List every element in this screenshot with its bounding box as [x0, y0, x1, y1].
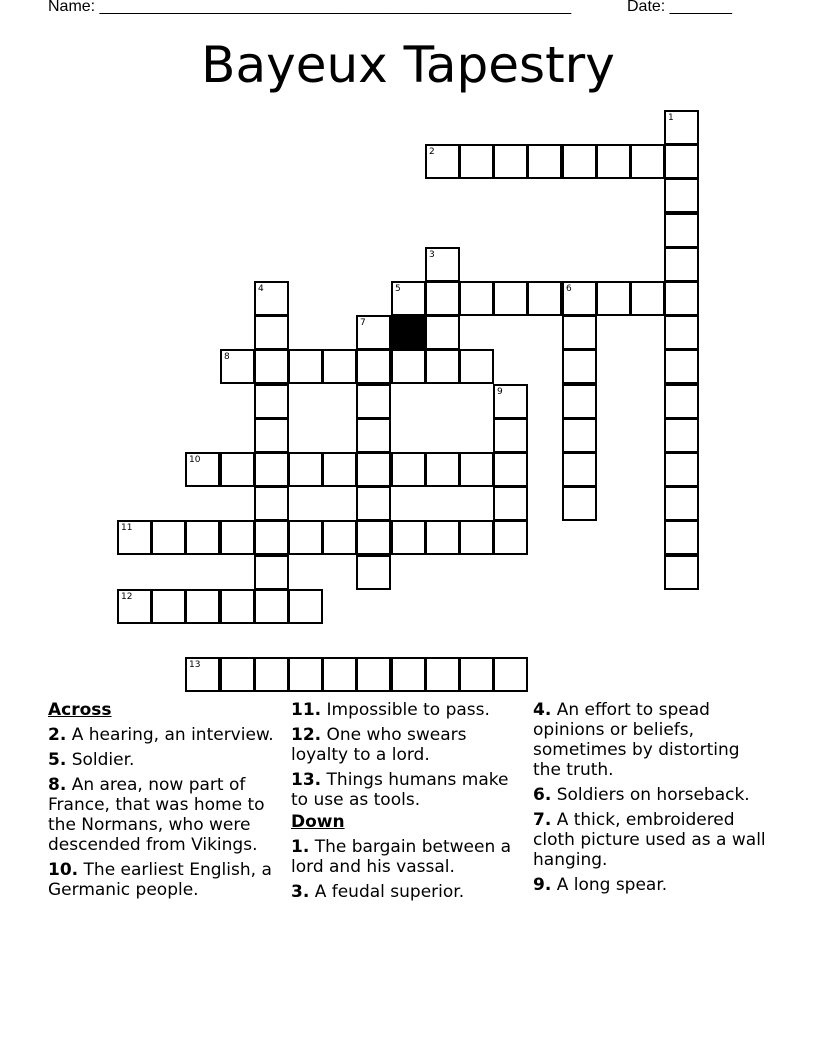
crossword-cell[interactable]	[664, 418, 699, 453]
crossword-cell[interactable]	[288, 452, 323, 487]
clue-number: 10.	[48, 860, 79, 880]
clue-text: The bargain between a lord and his vassal.	[291, 837, 512, 877]
crossword-cell[interactable]	[664, 247, 699, 282]
crossword-cell[interactable]	[185, 452, 220, 487]
crossword-cell[interactable]	[288, 589, 323, 624]
clue-across-8	[48, 775, 284, 855]
clue-text: Impossible to pass.	[321, 700, 490, 720]
clue-across-5	[48, 750, 284, 770]
crossword-cell[interactable]	[117, 520, 152, 555]
clue-text: An effort to spead opinions or beliefs, sometimes by distorting the truth.	[533, 700, 740, 780]
crossword-cell[interactable]	[425, 281, 460, 316]
cell-number: 13	[189, 660, 201, 670]
crossword-cell[interactable]	[356, 555, 391, 590]
crossword-cell[interactable]	[562, 315, 597, 350]
crossword-cell[interactable]	[356, 384, 391, 419]
crossword-cell[interactable]	[459, 452, 494, 487]
cell-number: 12	[121, 592, 133, 602]
crossword-cell[interactable]	[425, 520, 460, 555]
cell-number: 11	[121, 523, 133, 533]
clue-number: 7.	[533, 810, 552, 830]
crossword-cell[interactable]	[151, 520, 186, 555]
crossword-cell[interactable]	[254, 315, 289, 350]
crossword-cell[interactable]	[151, 589, 186, 624]
clue-down-7	[533, 810, 769, 870]
clue-text: A feudal superior.	[309, 882, 465, 902]
crossword-cell[interactable]	[562, 384, 597, 419]
crossword-cell[interactable]	[117, 589, 152, 624]
crossword-cell[interactable]	[493, 486, 528, 521]
crossword-cell[interactable]	[356, 657, 391, 692]
crossword-cell[interactable]	[254, 520, 289, 555]
clue-text: A long spear.	[551, 875, 668, 895]
crossword-cell[interactable]	[630, 281, 665, 316]
crossword-cell[interactable]	[425, 144, 460, 179]
crossword-cell[interactable]	[254, 418, 289, 453]
clue-number: 3.	[291, 882, 310, 902]
crossword-cell[interactable]	[220, 657, 255, 692]
crossword-cell[interactable]	[391, 520, 426, 555]
crossword-cell[interactable]	[459, 657, 494, 692]
crossword-cell[interactable]	[322, 349, 357, 384]
clue-text: A thick, embroidered cloth picture used as a wall hanging.	[533, 810, 766, 870]
crossword-cell[interactable]	[322, 452, 357, 487]
clue-column-2	[291, 700, 527, 907]
crossword-cell[interactable]	[630, 144, 665, 179]
cell-number: 4	[258, 284, 264, 294]
clue-down-4	[533, 700, 769, 780]
crossword-cell[interactable]	[220, 520, 255, 555]
crossword-cell[interactable]	[527, 144, 562, 179]
cell-number: 7	[360, 318, 366, 328]
crossword-cell[interactable]	[322, 520, 357, 555]
clue-text: Things humans make to use as tools.	[291, 770, 509, 810]
clue-number: 4.	[533, 700, 552, 720]
clue-down-1	[291, 837, 527, 877]
clue-column-1	[48, 700, 284, 905]
crossword-cell[interactable]	[664, 144, 699, 179]
crossword-cell[interactable]	[425, 247, 460, 282]
crossword-cell[interactable]	[596, 281, 631, 316]
down-heading: Down	[291, 812, 345, 832]
crossword-cell[interactable]	[391, 657, 426, 692]
crossword-cell[interactable]	[288, 349, 323, 384]
cell-number: 3	[429, 250, 435, 260]
crossword-cell[interactable]	[185, 657, 220, 692]
crossword-cell[interactable]	[356, 315, 391, 350]
crossword-cell[interactable]	[562, 349, 597, 384]
crossword-cell[interactable]	[254, 452, 289, 487]
crossword-cell[interactable]	[391, 452, 426, 487]
crossword-cell[interactable]	[185, 589, 220, 624]
crossword-cell[interactable]	[254, 384, 289, 419]
crossword-cell[interactable]	[185, 520, 220, 555]
name-field: Name: _____________________________________________________	[48, 0, 572, 15]
cell-number: 9	[497, 387, 503, 397]
crossword-cell[interactable]	[220, 452, 255, 487]
crossword-cell[interactable]	[562, 486, 597, 521]
clue-across-2	[48, 725, 284, 745]
crossword-cell[interactable]	[527, 281, 562, 316]
crossword-cell[interactable]	[493, 452, 528, 487]
cell-number: 1	[668, 113, 674, 123]
crossword-cell[interactable]	[493, 657, 528, 692]
crossword-cell[interactable]	[459, 281, 494, 316]
crossword-cell[interactable]	[254, 281, 289, 316]
crossword-cell[interactable]	[664, 315, 699, 350]
crossword-cell[interactable]	[664, 520, 699, 555]
clue-number: 9.	[533, 875, 552, 895]
clue-across-11	[291, 700, 527, 720]
cell-number: 8	[224, 352, 230, 362]
crossword-cell[interactable]	[459, 144, 494, 179]
crossword-cell[interactable]	[493, 144, 528, 179]
crossword-cell[interactable]	[493, 384, 528, 419]
crossword-cell[interactable]	[391, 281, 426, 316]
crossword-cell[interactable]	[664, 178, 699, 213]
clue-number: 5.	[48, 750, 67, 770]
crossword-cell[interactable]	[254, 486, 289, 521]
crossword-cell[interactable]	[288, 657, 323, 692]
crossword-cell[interactable]	[356, 418, 391, 453]
crossword-cell[interactable]	[425, 315, 460, 350]
clue-number: 1.	[291, 837, 310, 857]
crossword-cell[interactable]	[356, 452, 391, 487]
crossword-cell[interactable]	[322, 657, 357, 692]
crossword-cell[interactable]	[425, 452, 460, 487]
clue-down-6	[533, 785, 769, 805]
clue-text: One who swears loyalty to a lord.	[291, 725, 467, 765]
crossword-cell[interactable]	[493, 418, 528, 453]
crossword-cell[interactable]	[562, 418, 597, 453]
crossword-cell[interactable]	[220, 589, 255, 624]
clue-down-9	[533, 875, 769, 895]
clue-column-3	[533, 700, 769, 900]
crossword-cell[interactable]	[254, 555, 289, 590]
black-cell	[391, 315, 426, 350]
clue-across-12	[291, 725, 527, 765]
clue-text: An area, now part of France, that was home to the Normans, who were descended from Vikings.	[48, 775, 265, 855]
crossword-cell[interactable]	[459, 349, 494, 384]
crossword-cell[interactable]	[664, 281, 699, 316]
cell-number: 5	[395, 284, 401, 294]
crossword-cell[interactable]	[596, 144, 631, 179]
crossword-cell[interactable]	[664, 452, 699, 487]
crossword-cell[interactable]	[459, 520, 494, 555]
crossword-cell[interactable]	[254, 589, 289, 624]
crossword-cell[interactable]	[493, 281, 528, 316]
clue-number: 8.	[48, 775, 67, 795]
clue-number: 2.	[48, 725, 67, 745]
cell-number: 10	[189, 455, 201, 465]
clue-down-3	[291, 882, 527, 902]
clue-across-13	[291, 770, 527, 810]
cell-number: 2	[429, 147, 435, 157]
crossword-cell[interactable]	[254, 657, 289, 692]
crossword-cell[interactable]	[356, 520, 391, 555]
crossword-cell[interactable]	[664, 486, 699, 521]
crossword-cell[interactable]	[356, 349, 391, 384]
clue-number: 12.	[291, 725, 322, 745]
crossword-cell[interactable]	[288, 520, 323, 555]
across-heading: Across	[48, 700, 112, 720]
clue-number: 11.	[291, 700, 322, 720]
crossword-cell[interactable]	[562, 144, 597, 179]
cell-number: 6	[566, 284, 572, 294]
clue-across-10	[48, 860, 284, 900]
crossword-cell[interactable]	[664, 349, 699, 384]
crossword-cell[interactable]	[664, 213, 699, 248]
clue-number: 13.	[291, 770, 322, 790]
date-field: Date: _______	[627, 0, 732, 15]
crossword-cell[interactable]	[391, 349, 426, 384]
clue-number: 6.	[533, 785, 552, 805]
crossword-cell[interactable]	[664, 110, 699, 145]
clue-text: Soldiers on horseback.	[551, 785, 750, 805]
crossword-cell[interactable]	[220, 349, 255, 384]
crossword-cell[interactable]	[425, 657, 460, 692]
crossword-cell[interactable]	[254, 349, 289, 384]
crossword-cell[interactable]	[664, 384, 699, 419]
clue-text: A hearing, an interview.	[66, 725, 274, 745]
crossword-cell[interactable]	[356, 486, 391, 521]
crossword-cell[interactable]	[562, 281, 597, 316]
clue-text: The earliest English, a Germanic people.	[48, 860, 272, 900]
page-title: Bayeux Tapestry	[201, 36, 615, 94]
clue-text: Soldier.	[66, 750, 135, 770]
crossword-cell[interactable]	[664, 555, 699, 590]
crossword-cell[interactable]	[425, 349, 460, 384]
crossword-cell[interactable]	[562, 452, 597, 487]
crossword-cell[interactable]	[493, 520, 528, 555]
